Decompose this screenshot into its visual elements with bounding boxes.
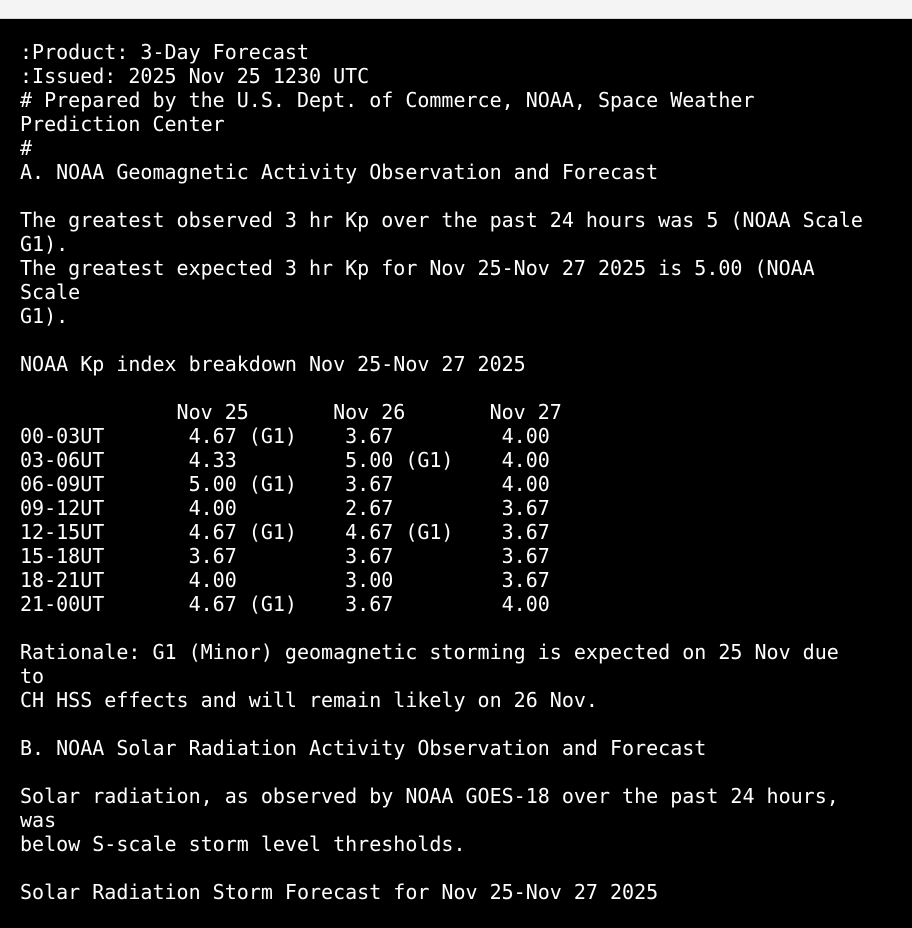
- solar-radiation-line: Solar radiation, as observed by NOAA GOES-18 over the past 24 hours,: [20, 784, 839, 808]
- solar-radiation-line-cont: was: [20, 808, 57, 832]
- blank-line: [20, 856, 912, 880]
- blank-line: [20, 328, 912, 352]
- expected-kp-line-cont: Scale: [20, 280, 81, 304]
- section-a-title: A. NOAA Geomagnetic Activity Observation and Forecast: [20, 160, 659, 184]
- prepared-line: # Prepared by the U.S. Dept. of Commerce, NOAA, Space Weather: [20, 88, 755, 112]
- blank-line: [20, 376, 912, 400]
- kp-table-header: Nov 25 Nov 26 Nov 27: [20, 400, 562, 424]
- kp-table-row: 12-15UT 4.67 (G1) 4.67 (G1) 3.67: [20, 520, 550, 544]
- kp-table-row: 09-12UT 4.00 2.67 3.67: [20, 496, 550, 520]
- blank-line: [20, 184, 912, 208]
- blank-line: [20, 712, 912, 736]
- kp-table-row: 00-03UT 4.67 (G1) 3.67 4.00: [20, 424, 550, 448]
- kp-breakdown-title: NOAA Kp index breakdown Nov 25-Nov 27 2025: [20, 352, 526, 376]
- kp-table-row: 21-00UT 4.67 (G1) 3.67 4.00: [20, 592, 550, 616]
- window-top-bar: [0, 0, 912, 19]
- rationale-line: Rationale: G1 (Minor) geomagnetic storming is expected on 25 Nov due: [20, 640, 839, 664]
- kp-table: [20, 400, 912, 616]
- observed-kp-line-cont: G1).: [20, 232, 69, 256]
- expected-kp-line: The greatest expected 3 hr Kp for Nov 25-Nov 27 2025 is 5.00 (NOAA: [20, 256, 815, 280]
- terminal-output[interactable]: [0, 19, 912, 928]
- product-line: :Product: 3-Day Forecast: [20, 40, 309, 64]
- issued-line: :Issued: 2025 Nov 25 1230 UTC: [20, 64, 370, 88]
- solar-radiation-line-cont2: below S-scale storm level thresholds.: [20, 832, 466, 856]
- kp-table-row: 03-06UT 4.33 5.00 (G1) 4.00: [20, 448, 550, 472]
- kp-table-row: 18-21UT 4.00 3.00 3.67: [20, 568, 550, 592]
- blank-line: [20, 616, 912, 640]
- prepared-line-cont: Prediction Center: [20, 112, 225, 136]
- section-b-title: B. NOAA Solar Radiation Activity Observation and Forecast: [20, 736, 707, 760]
- blank-line: [20, 760, 912, 784]
- rationale-line-cont: to: [20, 664, 45, 688]
- expected-kp-line-cont2: G1).: [20, 304, 69, 328]
- kp-table-row: 06-09UT 5.00 (G1) 3.67 4.00: [20, 472, 550, 496]
- rationale-line-cont2: CH HSS effects and will remain likely on 26 Nov.: [20, 688, 598, 712]
- observed-kp-line: The greatest observed 3 hr Kp over the past 24 hours was 5 (NOAA Scale: [20, 208, 863, 232]
- kp-table-row: 15-18UT 3.67 3.67 3.67: [20, 544, 550, 568]
- hash-line: #: [20, 136, 33, 160]
- radiation-forecast-title: Solar Radiation Storm Forecast for Nov 25-Nov 27 2025: [20, 880, 659, 904]
